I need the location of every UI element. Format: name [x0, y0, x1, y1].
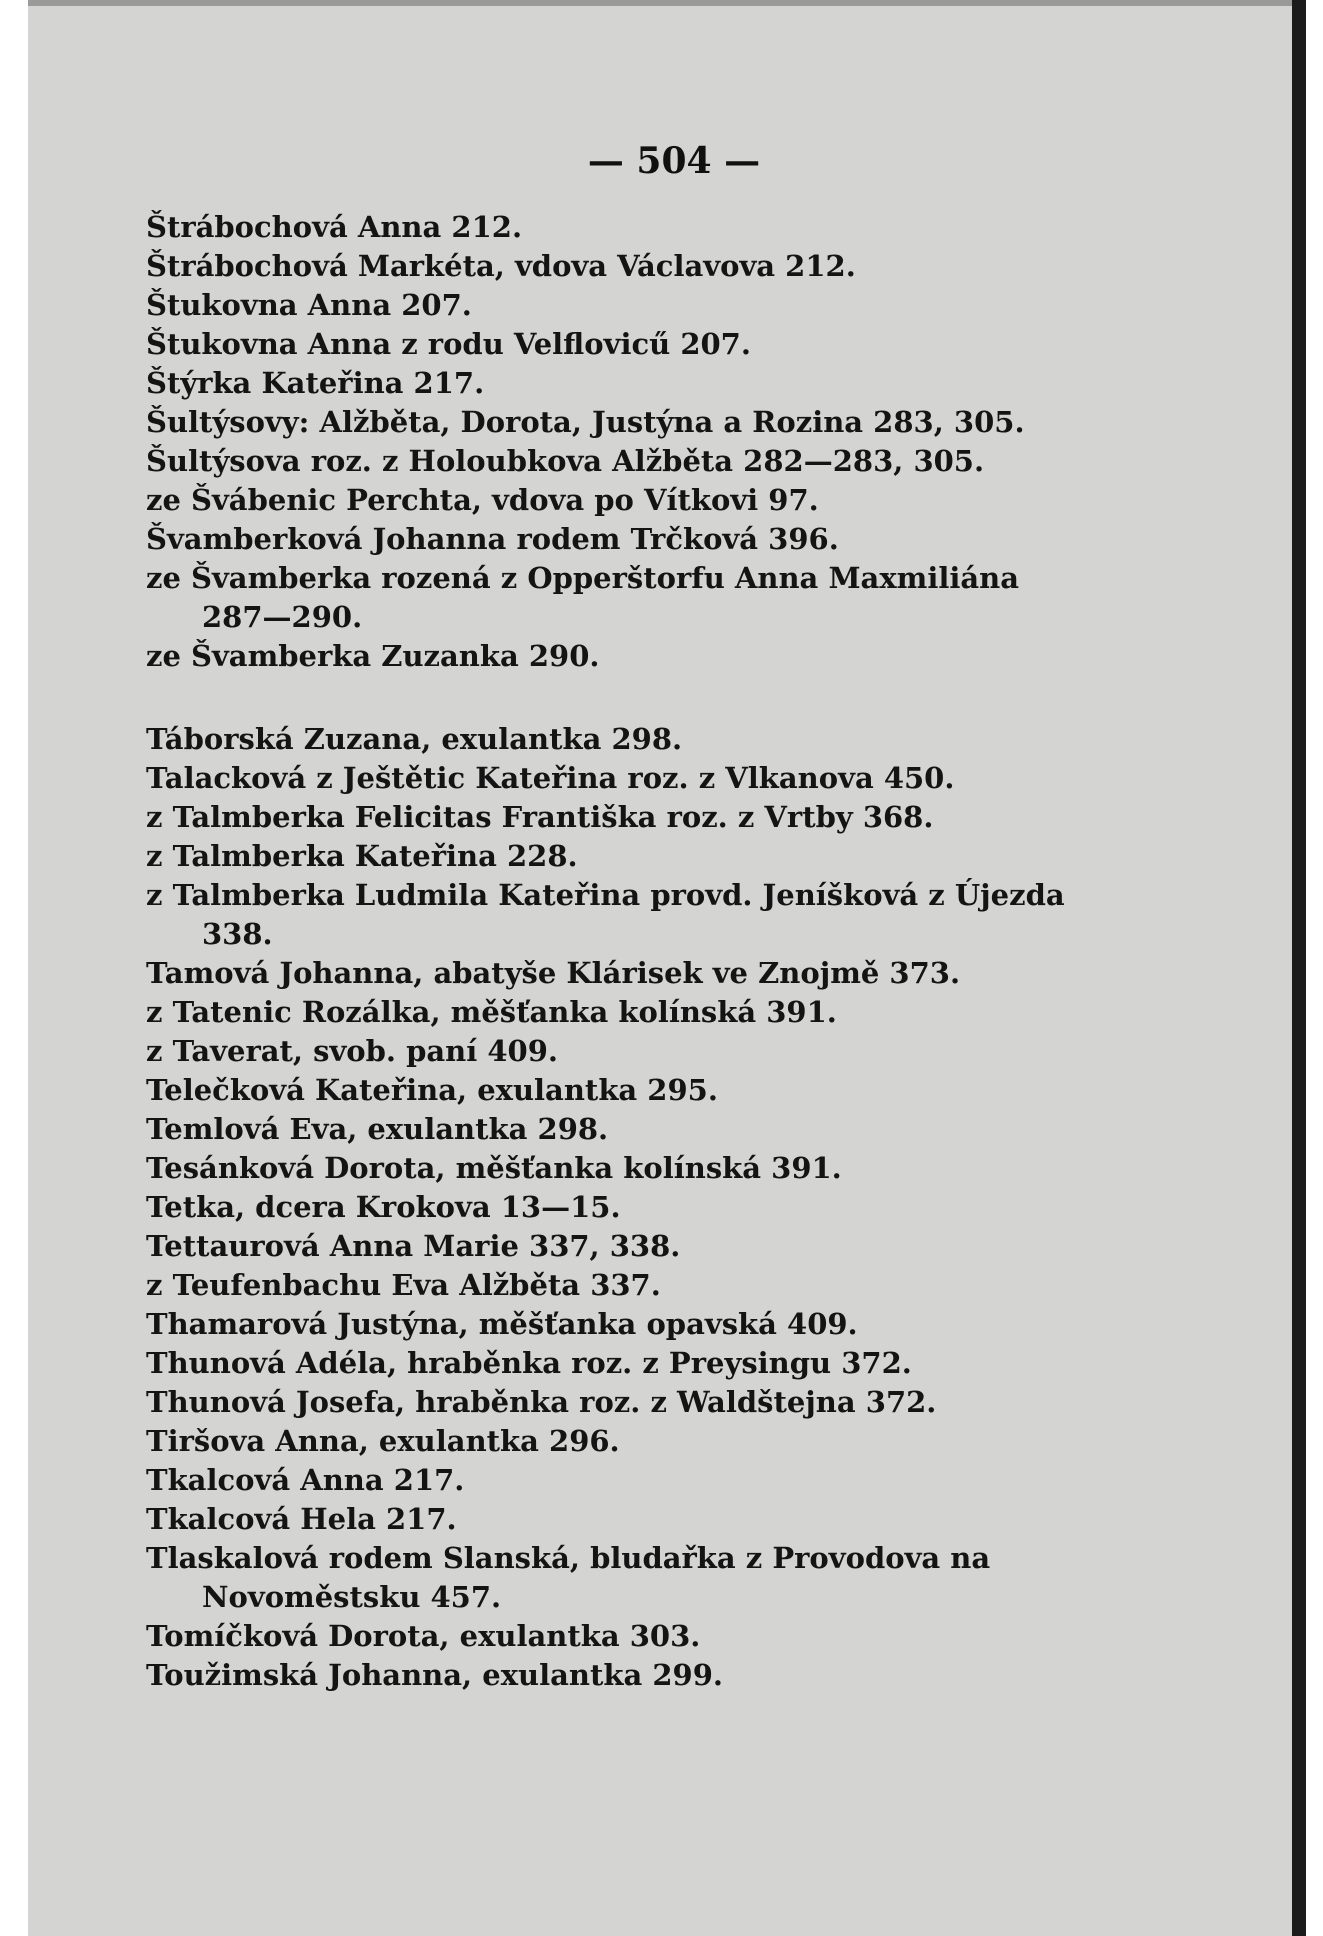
entry-text: ze Švábenic Perchta, vdova po Vítkovi 97. — [146, 483, 819, 517]
index-entry — [146, 993, 1146, 1032]
index-entry — [146, 1227, 1146, 1266]
index-entry — [146, 1149, 1146, 1188]
index-entry — [146, 1617, 1146, 1656]
entry-text: Tamová Johanna, abatyše Klárisek ve Znojmě 373. — [146, 956, 961, 990]
index-entry — [146, 364, 1146, 403]
entry-text: Tkalcová Anna 217. — [146, 1463, 465, 1497]
index-entry — [146, 759, 1146, 798]
entry-text: Toužimská Johanna, exulantka 299. — [146, 1658, 723, 1692]
entry-text: Švamberková Johanna rodem Trčková 396. — [146, 522, 839, 556]
index-entry — [146, 481, 1146, 520]
entry-continuation: Novoměstsku 457. — [202, 1580, 502, 1614]
entry-text: Štrábochová Anna 212. — [146, 210, 523, 244]
index-entry — [146, 520, 1146, 559]
index-entry — [146, 637, 1146, 676]
index-entry — [146, 837, 1146, 876]
index-entry — [146, 1071, 1146, 1110]
entry-text: Tomíčková Dorota, exulantka 303. — [146, 1619, 701, 1653]
index-entry — [146, 208, 1146, 247]
entry-text: z Talmberka Ludmila Kateřina provd. Jeníšková z Újezda — [146, 878, 1065, 912]
index-entry — [146, 1266, 1146, 1305]
entry-text: Talacková z Ještětic Kateřina roz. z Vlkanova 450. — [146, 761, 955, 795]
index-entry — [146, 1110, 1146, 1149]
index-entry — [146, 1656, 1146, 1695]
entry-text: Tlaskalová rodem Slanská, bludařka z Provodova na — [146, 1541, 991, 1575]
entry-text: Thunová Josefa, hraběnka roz. z Waldštejna 372. — [146, 1385, 937, 1419]
scan-edge — [28, 0, 1306, 6]
index-entry — [146, 1461, 1146, 1500]
book-page — [28, 0, 1306, 1936]
entry-text: z Talmberka Kateřina 228. — [146, 839, 578, 873]
entry-text: Thamarová Justýna, měšťanka opavská 409. — [146, 1307, 858, 1341]
entry-text: ze Švamberka Zuzanka 290. — [146, 639, 600, 673]
entry-text: Táborská Zuzana, exulantka 298. — [146, 722, 683, 756]
index-entry — [146, 954, 1146, 993]
index-entry — [146, 403, 1146, 442]
entry-text: Štrábochová Markéta, vdova Václavova 212. — [146, 249, 856, 283]
entry-text: Thunová Adéla, hraběnka roz. z Preysingu 372. — [146, 1346, 912, 1380]
index-entry — [146, 720, 1146, 759]
section-t — [146, 720, 1146, 1695]
index-entry — [146, 247, 1146, 286]
index-entry — [146, 1383, 1146, 1422]
entry-text: Šultýsova roz. z Holoubkova Alžběta 282—283, 305. — [146, 444, 985, 478]
entry-text: ze Švamberka rozená z Opperštorfu Anna Maxmiliána — [146, 561, 1020, 595]
page-number: — 504 — — [587, 140, 761, 182]
index-entry — [146, 798, 1146, 837]
section-divider — [146, 676, 1146, 720]
entry-text: Štukovna Anna z rodu Velflovicű 207. — [146, 327, 751, 361]
index-entry — [146, 1344, 1146, 1383]
index-entry — [146, 286, 1146, 325]
entry-text: z Taverat, svob. paní 409. — [146, 1034, 559, 1068]
section-s — [146, 208, 1146, 676]
index-entry — [146, 1422, 1146, 1461]
entry-text: Tettaurová Anna Marie 337, 338. — [146, 1229, 681, 1263]
entry-continuation: 287—290. — [202, 600, 363, 634]
entry-continuation: 338. — [202, 917, 273, 951]
index-entry — [146, 1539, 1146, 1617]
index-entry — [146, 1032, 1146, 1071]
index-entry — [146, 1500, 1146, 1539]
entry-text: Tkalcová Hela 217. — [146, 1502, 457, 1536]
index-entry — [146, 876, 1146, 954]
index-entry — [146, 1305, 1146, 1344]
index-entries — [146, 208, 1146, 1695]
entry-text: z Teufenbachu Eva Alžběta 337. — [146, 1268, 661, 1302]
entry-text: Tiršova Anna, exulantka 296. — [146, 1424, 620, 1458]
entry-text: Tesánková Dorota, měšťanka kolínská 391. — [146, 1151, 842, 1185]
entry-text: Štukovna Anna 207. — [146, 288, 472, 322]
entry-text: Telečková Kateřina, exulantka 295. — [146, 1073, 718, 1107]
index-entry — [146, 325, 1146, 364]
entry-text: Tetka, dcera Krokova 13—15. — [146, 1190, 621, 1224]
entry-text: Šultýsovy: Alžběta, Dorota, Justýna a Rozina 283, 305. — [146, 405, 1025, 439]
index-entry — [146, 1188, 1146, 1227]
index-entry — [146, 559, 1146, 637]
index-entry — [146, 442, 1146, 481]
entry-text: Temlová Eva, exulantka 298. — [146, 1112, 609, 1146]
entry-text: z Tatenic Rozálka, měšťanka kolínská 391. — [146, 995, 837, 1029]
entry-text: Štýrka Kateřina 217. — [146, 366, 485, 400]
entry-text: z Talmberka Felicitas Františka roz. z Vrtby 368. — [146, 800, 934, 834]
